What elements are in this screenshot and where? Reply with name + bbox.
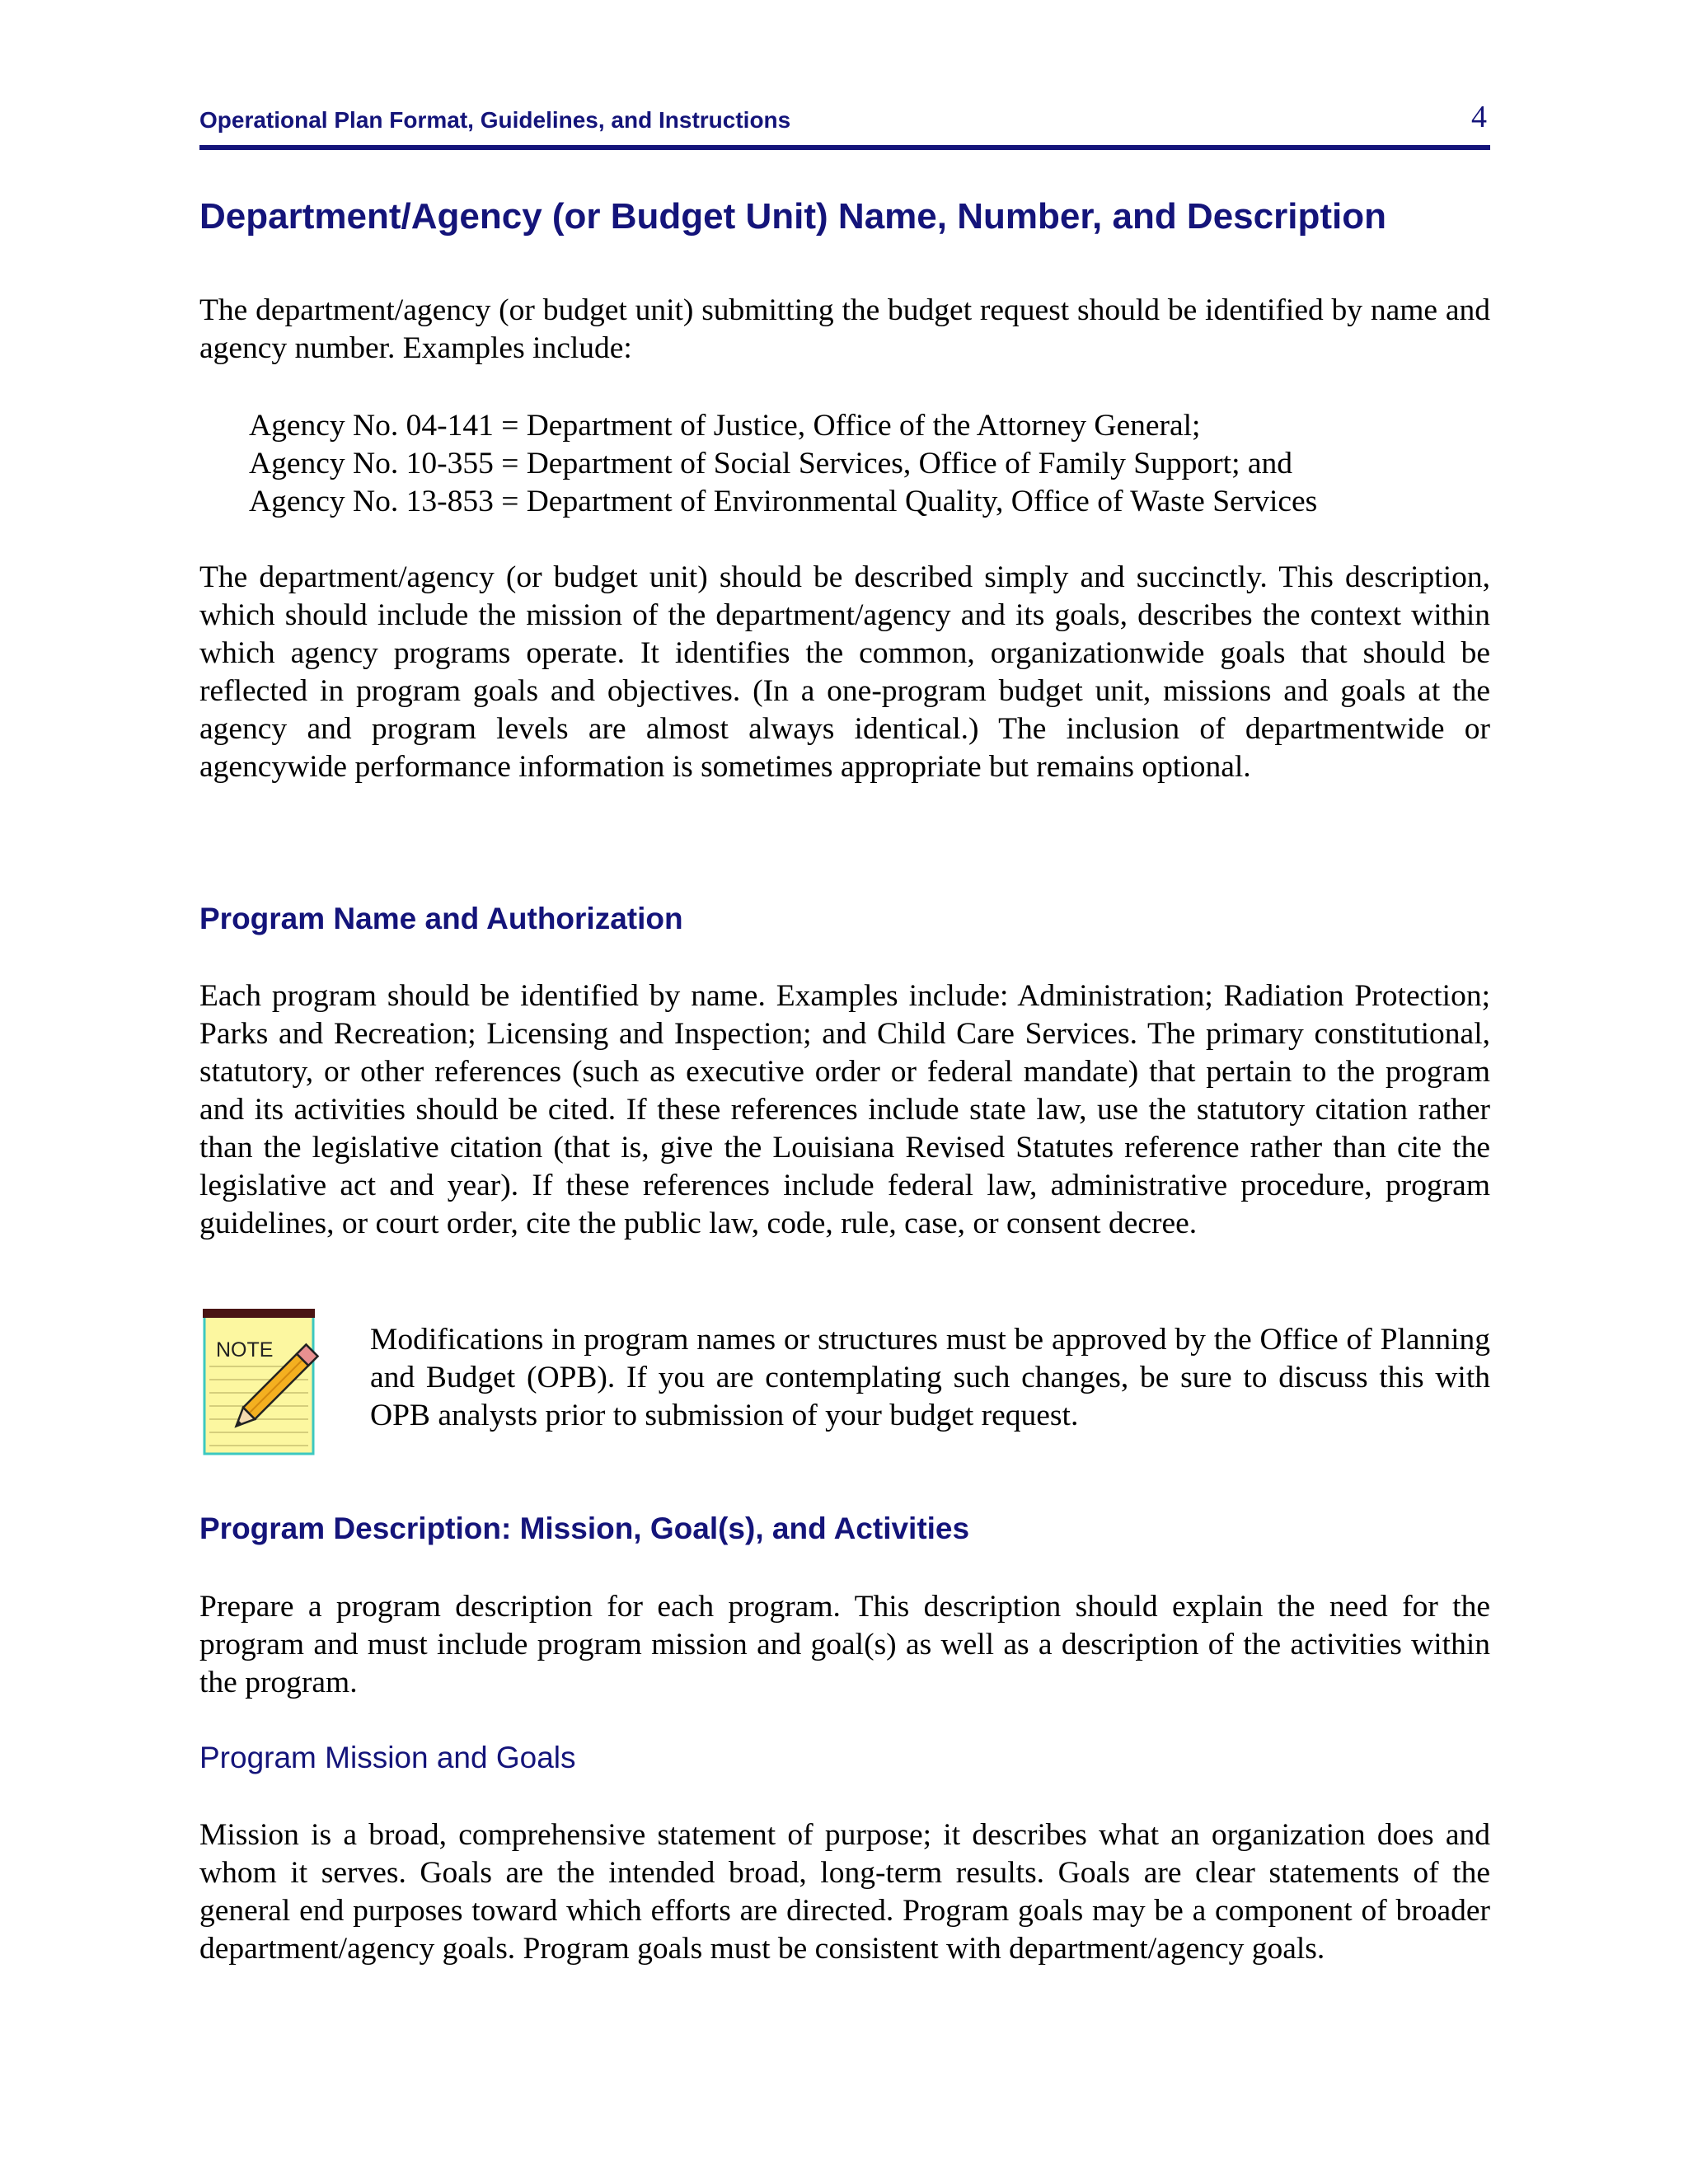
section-heading-program-name: Program Name and Authorization — [199, 902, 683, 935]
paragraph-identification: The department/agency (or budget unit) submitting the budget request should be identified by name and agency number. Examples include: — [199, 293, 1490, 365]
list-item: Agency No. 10-355 = Department of Social Services, Office of Family Support; and — [249, 447, 1293, 480]
note-pencil-icon — [203, 1309, 351, 1455]
paragraph-mission-goals: Mission is a broad, comprehensive statement of purpose; it describes what an organization does and whom it serves. Goals are the intended broad, long-term results. Goals are clear statements of the general end purposes toward which efforts are directed. Program goals may be a component of broader department/agency goals. Program goals must be consistent with department/agency goals. — [199, 1818, 1490, 1966]
list-item: Agency No. 04-141 = Department of Justice, Office of the Attorney General; — [249, 409, 1201, 443]
paragraph-description: The department/agency (or budget unit) should be described simply and succinctly. This description, which should include the mission of the department/agency and its goals, describes the context within which agency programs operate. It identifies the common, organizationwide goals that should be reflected in program goals and objectives. (In a one-program budget unit, missions and goals at the agency and program levels are almost always identical.) The inclusion of departmentwide or agencywide performance information is sometimes appropriate but remains optional. — [199, 560, 1490, 784]
section-heading-department: Department/Agency (or Budget Unit) Name, Number, and Description — [199, 196, 1386, 237]
agency-examples-list — [249, 407, 1317, 521]
paragraph-program-description: Prepare a program description for each program. This description should explain the need for the program and must include program mission and goal(s) as well as a description of the activities within the program. — [199, 1590, 1490, 1699]
paragraph-program-name: Each program should be identified by name. Examples include: Administration; Radiation Protection; Parks and Recreation; Licensing and Inspection; and Child Care Services. The primary constitutional, statutory, or other references (such as executive order or federal mandate) that pertain to the program and its activities should be cited. If these references include state law, use the statutory citation rather than the legislative citation (that is, give the Louisiana Revised Statutes reference rather than cite the legislative act and year). If these references include federal law, administrative procedure, program guidelines, or court order, cite the public law, code, rule, case, or consent decree. — [199, 979, 1490, 1240]
subheading-mission-goals: Program Mission and Goals — [199, 1741, 576, 1774]
section-heading-program-description: Program Description: Mission, Goal(s), and Activities — [199, 1511, 970, 1545]
page-number: 4 — [1471, 100, 1487, 134]
list-item: Agency No. 13-853 = Department of Environmental Quality, Office of Waste Services — [249, 485, 1318, 518]
note-text: Modifications in program names or structures must be approved by the Office of Planning and Budget (OPB). If you are contemplating such changes, be sure to discuss this with OPB analysts prior to submission of your budget request. — [370, 1323, 1490, 1432]
page-header — [199, 97, 1490, 150]
note-label: NOTE — [216, 1338, 274, 1361]
header-title: Operational Plan Format, Guidelines, and Instructions — [199, 107, 791, 133]
